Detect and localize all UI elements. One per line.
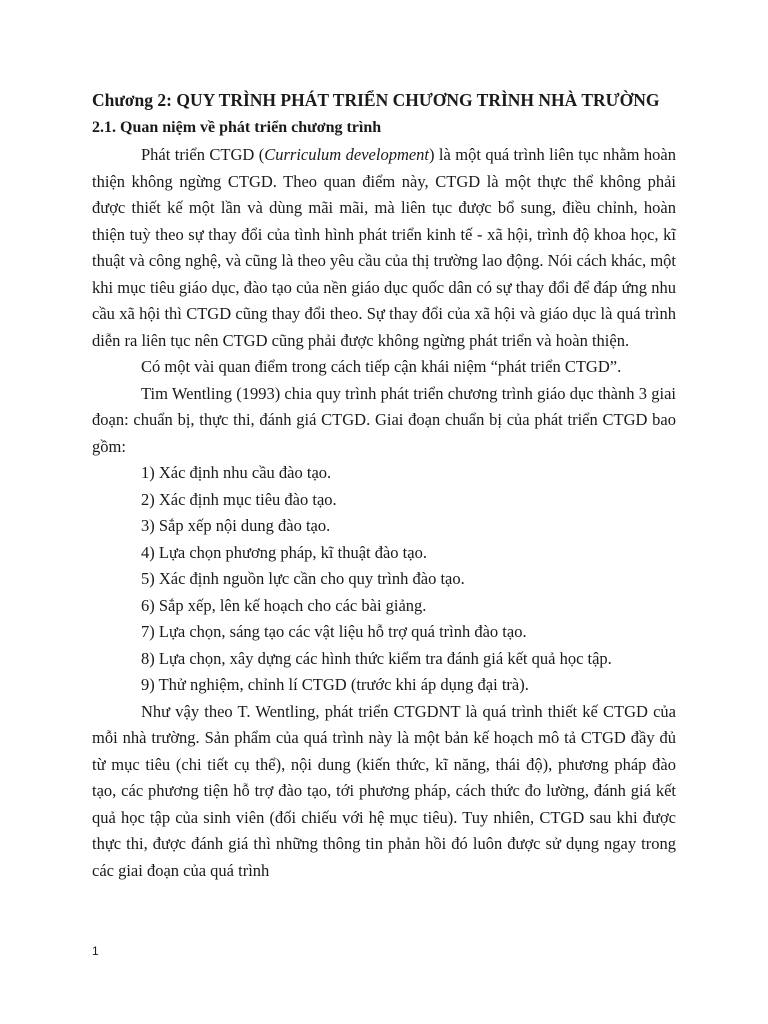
paragraph-1-text-b: ) là một quá trình liên tục nhằm hoàn thiện không ngừng CTGD. Theo quan điểm này, CTGD là một thực thể không phải được thiết kế một lần và dùng mãi mãi, mà liên tục được bổ sung, điều chỉnh, hoàn thiện tuỳ theo sự thay đổi của tình hình phát triển kinh tế - xã hội, trình độ khoa học, kĩ thuật và công nghệ, và cũng là theo yêu cầu của thị trường lao động. Nói cách khác, một khi mục tiêu giáo dục, đào tạo của nền giáo dục quốc dân có sự thay đổi để đáp ứng nhu cầu xã hội thì CTGD cũng thay đổi theo. Sự thay đổi của xã hội và giáo dục là quá trình diễn ra liên tục nên CTGD cũng phải được không ngừng phát triển và hoàn thiện.	[92, 145, 676, 350]
document-body	[92, 142, 676, 884]
list-item: 6) Sắp xếp, lên kế hoạch cho các bài giảng.	[141, 595, 427, 615]
list-item: 3) Sắp xếp nội dung đào tạo.	[141, 516, 331, 535]
chapter-title: Chương 2: QUY TRÌNH PHÁT TRIỂN CHƯƠNG TRÌNH NHÀ TRƯỜNG	[92, 90, 660, 110]
paragraph-3: Tim Wentling (1993) chia quy trình phát triển chương trình giáo dục thành 3 giai đoạn: chuẩn bị, thực thi, đánh giá CTGD. Giai đoạn chuẩn bị của phát triển CTGD bao gồm:	[92, 383, 676, 456]
paragraph-1	[92, 142, 676, 354]
list-item: 9) Thử nghiệm, chỉnh lí CTGD (trước khi áp dụng đại trà).	[141, 675, 529, 694]
paragraph-1-italic-term: Curriculum development	[264, 145, 430, 164]
list-item: 8) Lựa chọn, xây dựng các hình thức kiểm tra đánh giá kết quả học tập.	[141, 648, 612, 668]
list-item: 1) Xác định nhu cầu đào tạo.	[141, 463, 332, 482]
paragraph-4: Như vậy theo T. Wentling, phát triển CTGDNT là quá trình thiết kế CTGD của mỗi nhà trường. Sản phẩm của quá trình này là một bản kế hoạch mô tả CTGD đầy đủ từ mục tiêu (chi tiết cụ thể), nội dung (kiến thức, kĩ năng, thái độ), phương pháp đào tạo, các phương tiện hỗ trợ đào tạo, tới phương pháp, cách thức đo lường, đánh giá kết quả học tập của sinh viên (đối chiếu với hệ mục tiêu). Tuy nhiên, CTGD sau khi được thực thi, được đánh giá thì những thông tin phản hồi đó luôn được sử dụng ngay trong các giai đoạn của quá trình	[92, 701, 676, 880]
section-title: 2.1. Quan niệm về phát triển chương trình	[92, 119, 382, 136]
list-item: 4) Lựa chọn phương pháp, kĩ thuật đào tạo.	[141, 542, 427, 562]
list-item: 2) Xác định mục tiêu đào tạo.	[141, 489, 337, 509]
page-number: 1	[92, 944, 99, 958]
steps-list	[92, 460, 676, 699]
paragraph-2: Có một vài quan điểm trong cách tiếp cận khái niệm “phát triển CTGD”.	[141, 357, 622, 376]
paragraph-1-text-a: Phát triển CTGD (	[141, 145, 265, 164]
list-item: 5) Xác định nguồn lực cần cho quy trình đào tạo.	[141, 569, 465, 588]
list-item: 7) Lựa chọn, sáng tạo các vật liệu hỗ trợ quá trình đào tạo.	[141, 622, 527, 641]
